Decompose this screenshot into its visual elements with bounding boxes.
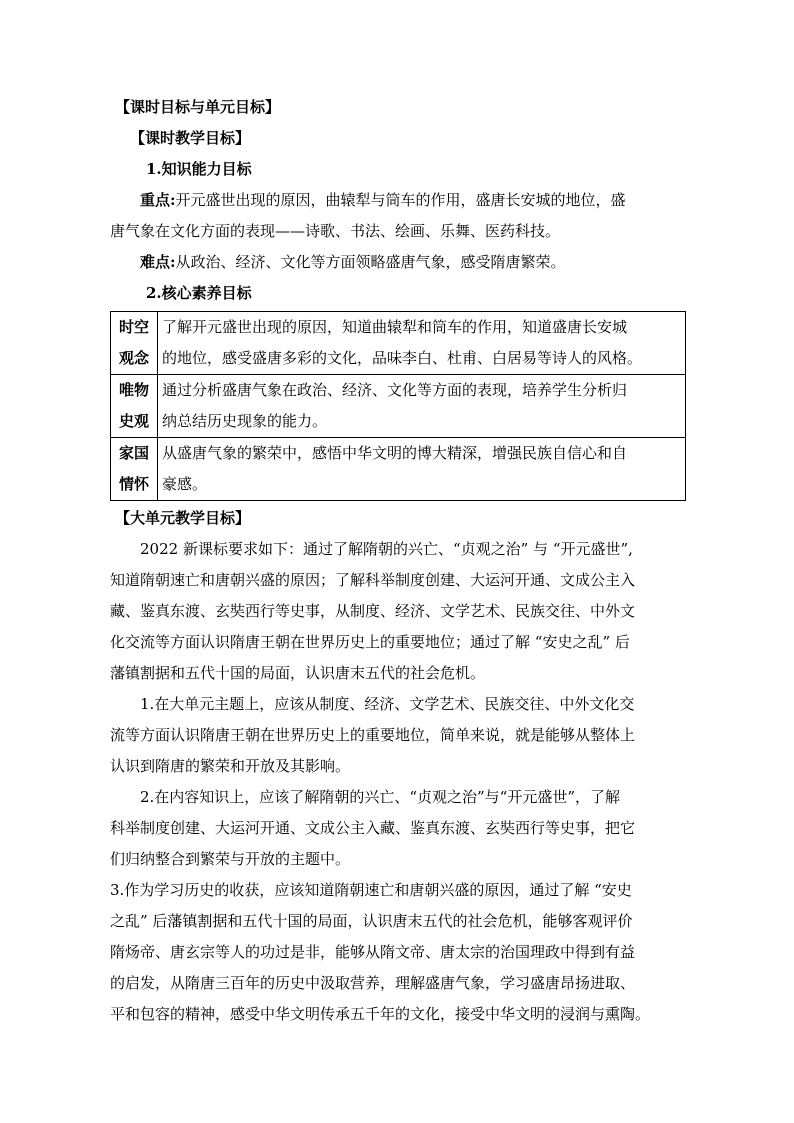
paragraph-line: 1.在大单元主题上，应该从制度、经济、文学艺术、民族交往、中外文化交	[140, 695, 635, 713]
paragraph-line: 知道隋朝速亡和唐朝兴盛的原因；了解科举制度创建、大运河开通、文成公主入	[110, 571, 636, 589]
paragraph-line: 3.作为学习历史的收获，应该知道隋朝速亡和唐朝兴盛的原因，通过了解 “安史	[110, 881, 632, 899]
heading-lesson-goals: 【课时教学目标】	[130, 129, 251, 147]
desc-text: 通过分析盛唐气象在政治、经济、文化等方面的表现，培养学生分析归	[162, 381, 628, 399]
key-points-line2: 唐气象在文化方面的表现——诗歌、书法、绘画、乐舞、医药科技。	[110, 222, 561, 240]
desc-text: 了解开元盛世出现的原因，知道曲辕犁和筒车的作用，知道盛唐长安城	[162, 318, 628, 336]
core-literacy-table	[110, 311, 686, 501]
desc-text: 豪感。	[162, 475, 208, 493]
heading-core-literacy: 2.核心素养目标	[146, 284, 252, 302]
paragraph-line: 认识到隋唐的繁荣和开放及其影响。	[110, 757, 351, 775]
table-desc-cell	[158, 438, 686, 501]
paragraph-line: 流等方面认识隋唐王朝在世界历史上的重要地位，简单来说，就是能够从整体上	[110, 726, 636, 744]
table-label-cell	[111, 312, 158, 375]
point-1-paragraph	[110, 689, 686, 782]
paragraph-line: 藏、鉴真东渡、玄奘西行等史事，从制度、经济、文学艺术、民族交往、中外文	[110, 602, 636, 620]
table-label-cell	[111, 438, 158, 501]
table-label-cell	[111, 375, 158, 438]
difficult-points-label: 难点:	[140, 253, 176, 271]
label-text: 唯物	[118, 381, 149, 399]
key-points-text: 开元盛世出现的原因，曲辕犁与筒车的作用，盛唐长安城的地位，盛	[175, 191, 626, 209]
table-row	[111, 438, 686, 501]
paragraph-line: 的启发，从隋唐三百年的历史中汲取营养，理解盛唐气象，学习盛唐昂扬进取、	[110, 974, 636, 992]
document-page	[110, 92, 686, 1030]
key-points-line1	[140, 185, 686, 216]
desc-text: 纳总结历史现象的能力。	[162, 412, 328, 430]
paragraph-line: 隋炀帝、唐玄宗等人的功过是非，能够从隋文帝、唐太宗的治国理政中得到有益	[110, 943, 636, 961]
difficult-points	[140, 247, 686, 278]
table-desc-cell	[158, 375, 686, 438]
table-desc-cell	[158, 312, 686, 375]
label-text: 情怀	[118, 475, 149, 493]
heading-unit-goals: 【课时目标与单元目标】	[115, 98, 281, 116]
table-row	[111, 375, 686, 438]
paragraph-line: 化交流等方面认识隋唐王朝在世界历史上的重要地位；通过了解 “安史之乱” 后	[110, 633, 630, 651]
heading-big-unit-goals: 【大单元教学目标】	[115, 509, 251, 527]
point-3-paragraph	[110, 875, 686, 1030]
desc-text: 从盛唐气象的繁荣中，感悟中华文明的博大精深，增强民族自信心和自	[162, 444, 628, 462]
paragraph-line: 之乱” 后藩镇割据和五代十国的局面，认识唐末五代的社会危机，能够客观评价	[110, 912, 633, 930]
heading-knowledge-goals: 1.知识能力目标	[146, 160, 252, 178]
label-text: 家国	[118, 444, 149, 462]
table-row	[111, 312, 686, 375]
paragraph-line: 2.在内容知识上，应该了解隋朝的兴亡、“贞观之治”与“开元盛世”，了解	[140, 788, 620, 806]
label-text: 时空	[118, 318, 149, 336]
difficult-points-text: 从政治、经济、文化等方面领略盛唐气象，感受隋唐繁荣。	[175, 253, 566, 271]
desc-text: 的地位，感受盛唐多彩的文化，品味李白、杜甫、白居易等诗人的风格。	[162, 349, 643, 367]
paragraph-line: 平和包容的精神，感受中华文明传承五千年的文化，接受中华文明的浸润与熏陶。	[110, 1005, 651, 1023]
key-points-label: 重点:	[140, 191, 176, 209]
label-text: 观念	[118, 349, 149, 367]
paragraph-line: 科举制度创建、大运河开通、文成公主入藏、鉴真东渡、玄奘西行等史事，把它	[110, 819, 636, 837]
paragraph-line: 们归纳整合到繁荣与开放的主题中。	[110, 850, 351, 868]
intro-paragraph	[110, 534, 686, 689]
paragraph-line: 藩镇割据和五代十国的局面，认识唐末五代的社会危机。	[110, 664, 486, 682]
point-2-paragraph	[110, 782, 686, 875]
paragraph-line: 2022 新课标要求如下：通过了解隋朝的兴亡、“贞观之治” 与 “开元盛世”,	[140, 540, 633, 558]
label-text: 史观	[118, 412, 149, 430]
